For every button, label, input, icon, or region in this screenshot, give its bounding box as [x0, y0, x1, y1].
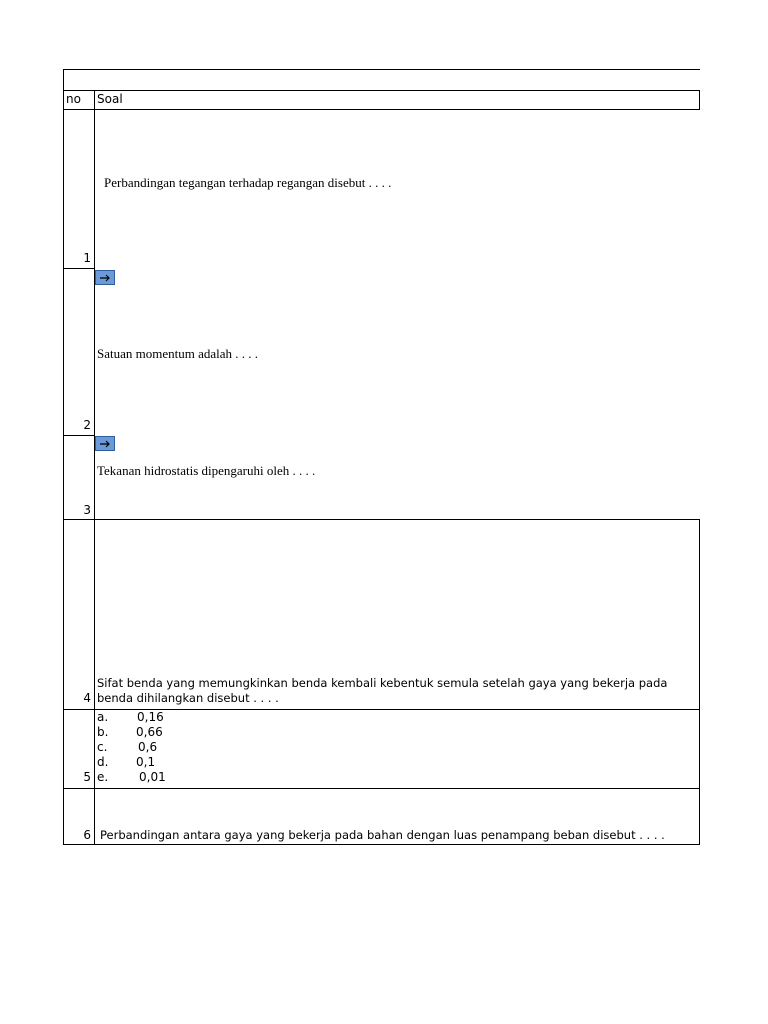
arrow-right-icon: [99, 274, 111, 282]
header-top-border: [63, 90, 700, 91]
question-1-text: Perbandingan tegangan terhadap regangan disebut . . . .: [104, 175, 392, 190]
option-value: 0,01: [139, 770, 166, 784]
option-a: [97, 710, 166, 725]
option-b: [97, 725, 166, 740]
option-letter: c.: [97, 740, 108, 754]
question-5-options: [97, 710, 166, 785]
question-6-text: Perbandingan antara gaya yang bekerja pada bahan dengan luas penampang beban disebut . . . .: [100, 828, 665, 842]
question-3-text: Tekanan hidrostatis dipengaruhi oleh . . . .: [97, 463, 316, 478]
row-6-bottom-border: [63, 844, 700, 845]
top-border: [63, 69, 700, 70]
question-4-text-line-2: benda dihilangkan disebut . . . .: [97, 691, 279, 705]
row-number-5: 5: [83, 770, 91, 784]
option-value: 0,66: [136, 725, 163, 739]
option-value: 0,6: [138, 740, 158, 754]
question-4-text-line-1: Sifat benda yang memungkinkan benda kembali kebentuk semula setelah gaya yang bekerja pada: [97, 676, 668, 690]
row-3-bottom-border: [63, 519, 700, 520]
option-e: [97, 770, 166, 785]
option-c: [97, 740, 166, 755]
left-border: [63, 69, 64, 845]
row-1-bottom-border: [63, 268, 94, 269]
row-number-2: 2: [83, 418, 91, 432]
row-number-1: 1: [83, 251, 91, 265]
row-number-6: 6: [83, 828, 91, 842]
arrow-right-icon: [99, 440, 111, 448]
row-1-marker-button[interactable]: [95, 270, 115, 285]
question-2-text: Satuan momentum adalah . . . .: [97, 346, 259, 361]
option-value: 0,16: [137, 710, 164, 724]
lower-right-border: [699, 519, 700, 845]
row-number-3: 3: [83, 503, 91, 517]
option-d: [97, 755, 166, 770]
option-letter: d.: [97, 755, 109, 769]
row-number-4: 4: [83, 691, 91, 705]
header-no: no: [66, 92, 81, 106]
column-divider: [94, 90, 95, 845]
header-soal: Soal: [97, 92, 123, 106]
option-letter: a.: [97, 710, 109, 724]
option-letter: e.: [97, 770, 109, 784]
row-2-bottom-border: [63, 435, 94, 436]
option-value: 0,1: [136, 755, 156, 769]
option-letter: b.: [97, 725, 109, 739]
header-bottom-border: [63, 109, 700, 110]
row-5-bottom-border: [63, 788, 700, 789]
row-2-marker-button[interactable]: [95, 436, 115, 451]
header-right-border: [699, 90, 700, 110]
